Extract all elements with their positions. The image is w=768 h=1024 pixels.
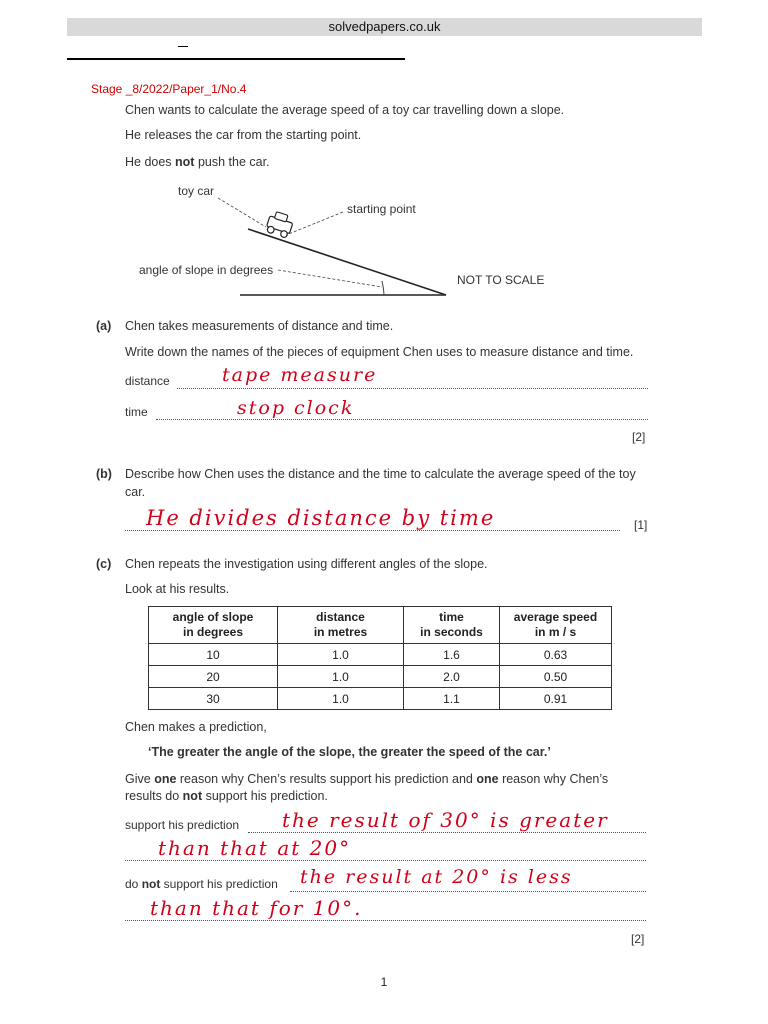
toy-car-label: toy car <box>178 184 215 198</box>
part-a-marks: [2] <box>632 430 646 444</box>
header-dash <box>178 46 188 47</box>
results-table <box>148 606 612 710</box>
part-b-marks: [1] <box>634 518 648 532</box>
part-b-line-2: car. <box>125 485 146 499</box>
table-row <box>149 688 612 710</box>
page-number: 1 <box>380 975 388 989</box>
part-b-answer: He divides distance by time <box>146 506 496 530</box>
not-support-line-1 <box>290 891 646 892</box>
time-answer: stop clock <box>237 397 355 419</box>
angle-pointer <box>278 270 382 287</box>
support-line-1 <box>248 832 646 833</box>
table-row <box>149 644 612 666</box>
site-header-bar <box>67 18 702 36</box>
starting-point-pointer <box>286 212 343 235</box>
not-support-label: do not support his prediction <box>125 877 278 891</box>
prediction-intro: Chen makes a prediction, <box>125 720 267 734</box>
site-name: solvedpapers.co.uk <box>328 19 441 34</box>
support-label: support his prediction <box>125 818 240 832</box>
part-a-line-1: Chen takes measurements of distance and time. <box>125 319 394 333</box>
header-rule <box>67 58 405 60</box>
toy-car-pointer <box>218 198 266 227</box>
prediction-quote: ‘The greater the angle of the slope, the greater the speed of the car.’ <box>148 745 551 759</box>
angle-label: angle of slope in degrees <box>139 263 274 277</box>
header-time: time in seconds <box>404 607 500 644</box>
part-b-letter: (b) <box>96 467 112 481</box>
table-cell: 1.1 <box>404 688 500 710</box>
table-row <box>149 666 612 688</box>
time-answer-line <box>156 419 648 420</box>
starting-point-label: starting point <box>347 202 416 216</box>
slope-line <box>248 229 446 295</box>
support-answer-1: the result of 30° is greater <box>282 808 609 832</box>
part-b-line-1: Describe how Chen uses the distance and the time to calculate the average speed of the toy <box>125 467 636 481</box>
toy-car-icon <box>265 210 295 239</box>
distance-label: distance <box>125 374 170 388</box>
table-cell: 10 <box>149 644 278 666</box>
support-answer-2: than that at 20° <box>158 836 352 860</box>
part-b-answer-line <box>125 530 620 531</box>
table-cell: 0.91 <box>500 688 612 710</box>
table-cell: 2.0 <box>404 666 500 688</box>
part-a-line-2: Write down the names of the pieces of equipment Chen uses to measure distance and time. <box>125 345 634 359</box>
part-a-letter: (a) <box>96 319 112 333</box>
table-cell: 1.0 <box>278 666 404 688</box>
distance-answer-line <box>177 388 648 389</box>
part-c-letter: (c) <box>96 557 112 571</box>
part-c-marks: [2] <box>631 932 645 946</box>
table-cell: 1.0 <box>278 688 404 710</box>
table-cell: 0.63 <box>500 644 612 666</box>
time-label: time <box>125 405 148 419</box>
support-line-2 <box>125 860 646 861</box>
not-to-scale-label: NOT TO SCALE <box>457 273 545 287</box>
not-support-answer-1: the result at 20° is less <box>300 866 573 888</box>
distance-answer: tape measure <box>222 364 378 386</box>
table-cell: 1.0 <box>278 644 404 666</box>
give-line-1: Give one reason why Chen’s results support his prediction and one reason why Chen’s <box>125 772 609 786</box>
part-c-line-1: Chen repeats the investigation using different angles of the slope. <box>125 557 488 571</box>
table-cell: 0.50 <box>500 666 612 688</box>
not-support-answer-2: than that for 10°. <box>150 896 363 920</box>
header-distance: distance in metres <box>278 607 404 644</box>
stage-reference: Stage _8/2022/Paper_1/No.4 <box>91 82 247 96</box>
table-cell: 30 <box>149 688 278 710</box>
intro-line-3: He does not push the car. <box>125 155 270 169</box>
table-cell: 20 <box>149 666 278 688</box>
table-cell: 1.6 <box>404 644 500 666</box>
angle-arc <box>382 281 384 295</box>
not-support-line-2 <box>125 920 646 921</box>
part-c-line-2: Look at his results. <box>125 582 230 596</box>
header-speed: average speed in m / s <box>500 607 612 644</box>
intro-line-2: He releases the car from the starting point. <box>125 128 362 142</box>
intro-line-1: Chen wants to calculate the average speed of a toy car travelling down a slope. <box>125 103 565 117</box>
give-line-2: results do not support his prediction. <box>125 789 328 803</box>
header-angle: angle of slope in degrees <box>149 607 278 644</box>
